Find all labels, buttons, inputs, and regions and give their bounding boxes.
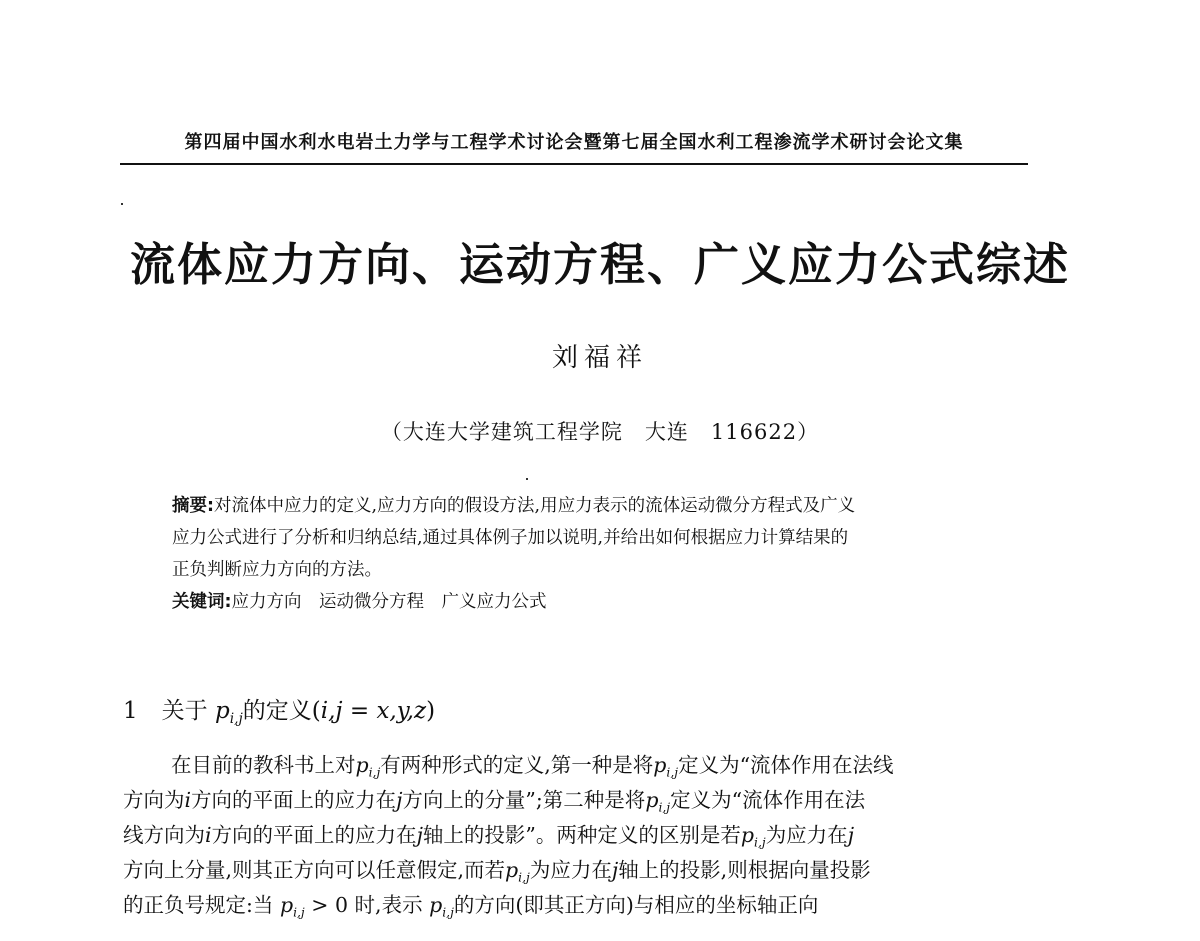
symbol-p: p <box>355 753 369 777</box>
section-title-prefix: 关于 <box>161 698 208 724</box>
symbol-j: j <box>396 788 403 812</box>
body-text: 时,表示 <box>354 893 423 917</box>
keywords-label: 关键词: <box>172 592 232 612</box>
body-text: 轴上的投影,则根据向量投影 <box>618 858 871 882</box>
abstract-line <box>172 554 1032 586</box>
body-paragraph <box>123 748 1063 923</box>
header-rule <box>120 163 1028 165</box>
symbol-p: p <box>740 823 755 847</box>
body-line <box>123 853 1063 888</box>
keywords-line <box>172 586 1032 618</box>
symbol-p: p <box>653 753 667 777</box>
body-text: 的正负号规定:当 <box>123 893 274 917</box>
body-text: 方向为 <box>123 788 185 812</box>
section-title-suffix: 的定义( <box>242 698 321 724</box>
body-text: > 0 <box>311 893 349 917</box>
body-line <box>123 748 1063 783</box>
symbol-p: p <box>214 698 230 724</box>
symbol-p: p <box>279 893 294 917</box>
abstract-label: 摘要: <box>172 496 214 516</box>
body-line <box>123 783 1063 818</box>
abstract-text: 正负判断应力方向的方法。 <box>172 560 382 580</box>
body-line <box>123 818 1063 853</box>
symbol-j: j <box>611 858 619 882</box>
symbol-subscript: i,j <box>442 905 454 920</box>
body-text: 方向的平面上的应力在 <box>191 788 397 812</box>
symbol-subscript: i,j <box>368 765 381 780</box>
abstract-text: 应力公式进行了分析和归纳总结,通过具体例子加以说明,并给出如何根据应力计算结果的 <box>172 528 849 548</box>
symbol-p: p <box>645 788 659 812</box>
author-affiliation: （大连大学建筑工程学院 大连 116622） <box>380 420 820 444</box>
abstract-line <box>172 522 1032 554</box>
symbol-j: j <box>847 823 855 847</box>
author-name: 刘福祥 <box>551 343 648 373</box>
paper-title: 流体应力方向、运动方程、广义应力公式综述 <box>129 238 1070 291</box>
abstract-text: 对流体中应力的定义,应力方向的假设方法,用应力表示的流体运动微分方程式及广义 <box>214 496 856 516</box>
symbol-subscript: i,j <box>658 800 671 815</box>
symbol-p: p <box>429 893 443 917</box>
body-text: 方向上分量,则其正方向可以任意假定,而若 <box>123 858 506 882</box>
symbol-subscript: i,j <box>518 870 530 885</box>
body-text: 在目前的教科书上对 <box>171 753 356 777</box>
running-header: 第四届中国水利水电岩土力学与工程学术讨论会暨第七届全国水利工程渗流学术研讨会论文集 <box>184 132 964 153</box>
symbol-i: i <box>184 788 192 812</box>
symbol-subscript: i,j <box>293 905 305 920</box>
section-title-close: ) <box>426 698 436 724</box>
body-text: 方向的平面上的应力在 <box>211 823 417 847</box>
body-line <box>123 888 1063 923</box>
symbol-subscript: i,j <box>754 835 766 850</box>
symbol-i: i <box>205 823 212 847</box>
section-number: 1 <box>123 698 138 724</box>
section-params: i,j = x,y,z <box>320 698 427 724</box>
symbol-subscript: i,j <box>229 710 243 727</box>
symbol-subscript: i,j <box>666 765 679 780</box>
abstract-line <box>172 490 1032 522</box>
body-text: 定义为“流体作用在法 <box>670 788 866 812</box>
body-text: 方向上的分量”;第二种是将 <box>402 788 646 812</box>
symbol-j: j <box>416 823 423 847</box>
body-text: 为应力在 <box>529 858 612 882</box>
body-text: 有两种形式的定义,第一种是将 <box>380 753 654 777</box>
body-text: 为应力在 <box>765 823 848 847</box>
keywords-text: 应力方向 运动微分方程 广义应力公式 <box>231 592 547 612</box>
body-text: 定义为“流体作用在法线 <box>678 753 894 777</box>
body-text: 的方向(即其正方向)与相应的坐标轴正向 <box>453 893 819 917</box>
section-heading <box>123 692 435 725</box>
body-text: 轴上的投影”。两种定义的区别是若 <box>422 823 741 847</box>
scan-speck <box>526 478 528 480</box>
body-text: 线方向为 <box>123 823 205 847</box>
abstract-block <box>172 490 1032 618</box>
scan-speck <box>121 203 123 205</box>
symbol-p: p <box>505 858 519 882</box>
